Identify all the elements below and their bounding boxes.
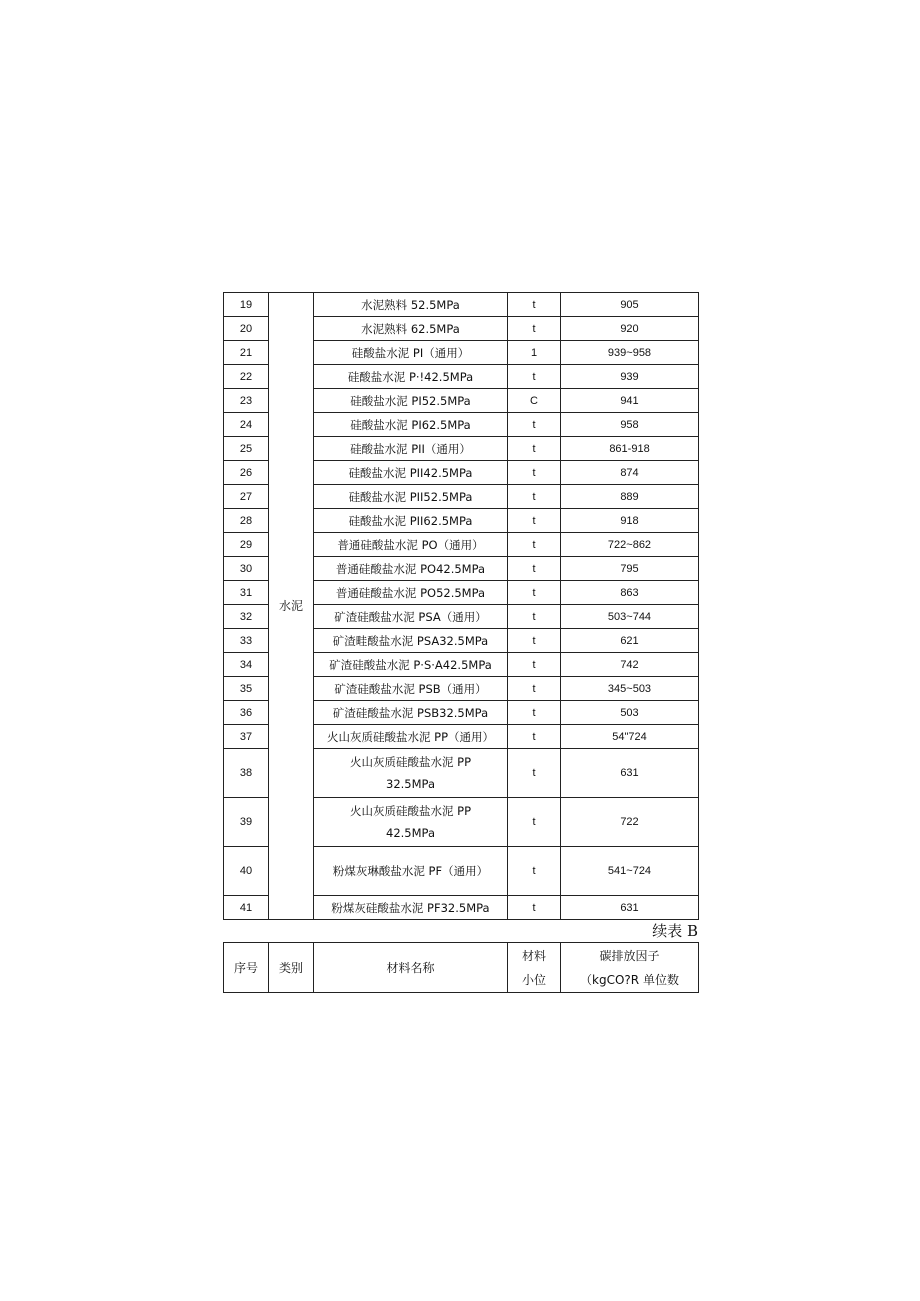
unit-cell: t — [508, 509, 561, 533]
header-unit-line1: 材料 — [521, 948, 546, 963]
material-name-cell: 矿渣硅酸盐水泥 PSB（通用） — [314, 677, 508, 701]
emission-factor-cell: 861-918 — [561, 437, 699, 461]
material-name-cell: 普通硅酸盐水泥 PO52.5MPa — [314, 581, 508, 605]
unit-cell: t — [508, 413, 561, 437]
emission-factor-cell: 742 — [561, 653, 699, 677]
header-table — [223, 942, 699, 993]
unit-cell: t — [508, 701, 561, 725]
emission-factor-cell: 345~503 — [561, 677, 699, 701]
unit-cell: t — [508, 725, 561, 749]
material-name-cell: 矿渣硅酸盐水泥 PSA（通用） — [314, 605, 508, 629]
header-category: 类别 — [269, 943, 314, 993]
emission-factor-cell: 905 — [561, 293, 699, 317]
row-number-cell: 20 — [224, 317, 269, 341]
material-name-cell: 硅酸盐水泥 PI62.5MPa — [314, 413, 508, 437]
header-factor — [561, 943, 699, 993]
row-number-cell: 37 — [224, 725, 269, 749]
material-name-cell: 矿渣硅酸盐水泥 P·S·A42.5MPa — [314, 653, 508, 677]
row-number-cell: 28 — [224, 509, 269, 533]
material-name-cell: 普通硅酸盐水泥 PO（通用） — [314, 533, 508, 557]
material-name-cell: 硅酸盐水泥 P·!42.5MPa — [314, 365, 508, 389]
unit-cell: t — [508, 437, 561, 461]
emission-factor-cell: 874 — [561, 461, 699, 485]
unit-cell: t — [508, 533, 561, 557]
unit-cell: t — [508, 293, 561, 317]
material-name-cell: 硅酸盐水泥 PII62.5MPa — [314, 509, 508, 533]
emission-factor-cell: 503 — [561, 701, 699, 725]
row-number-cell: 22 — [224, 365, 269, 389]
emission-factor-cell: 958 — [561, 413, 699, 437]
material-name-cell: 矿渣硅酸盐水泥 PSB32.5MPa — [314, 701, 508, 725]
row-number-cell: 39 — [224, 798, 269, 847]
header-row — [224, 943, 699, 993]
row-number-cell: 41 — [224, 896, 269, 920]
material-name-cell: 硅酸盐水泥 PI（通用） — [314, 341, 508, 365]
material-name-cell: 火山灰质硅酸盐水泥 PP 42.5MPa — [314, 798, 508, 847]
unit-cell: C — [508, 389, 561, 413]
unit-cell: t — [508, 461, 561, 485]
row-number-cell: 33 — [224, 629, 269, 653]
row-number-cell: 40 — [224, 847, 269, 896]
header-unit-line2: 小位 — [521, 972, 546, 987]
emission-factor-cell: 889 — [561, 485, 699, 509]
material-name-cell: 矿渣畦酸盐水泥 PSA32.5MPa — [314, 629, 508, 653]
unit-cell: t — [508, 365, 561, 389]
header-name: 材料名称 — [314, 943, 508, 993]
unit-cell: t — [508, 847, 561, 896]
unit-cell: t — [508, 677, 561, 701]
emission-factor-cell: 503~744 — [561, 605, 699, 629]
row-number-cell: 26 — [224, 461, 269, 485]
material-name-cell: 水泥熟料 52.5MPa — [314, 293, 508, 317]
row-number-cell: 21 — [224, 341, 269, 365]
material-name-cell: 火山灰质硅酸盐水泥 PP 32.5MPa — [314, 749, 508, 798]
material-name-cell: 硅酸盐水泥 PI52.5MPa — [314, 389, 508, 413]
table-continuation-caption: 续表 B — [652, 922, 698, 940]
row-number-cell: 27 — [224, 485, 269, 509]
emission-factor-cell: 795 — [561, 557, 699, 581]
category-cell: 水泥 — [269, 293, 314, 920]
unit-cell: t — [508, 653, 561, 677]
emission-factor-cell: 621 — [561, 629, 699, 653]
material-name-cell: 硅酸盐水泥 PII（通用） — [314, 437, 508, 461]
unit-cell: t — [508, 605, 561, 629]
emission-factor-cell: 918 — [561, 509, 699, 533]
emission-factor-cell: 631 — [561, 749, 699, 798]
emission-factor-cell: 941 — [561, 389, 699, 413]
material-name-cell: 粉煤灰琳酸盐水泥 PF（通用） — [314, 847, 508, 896]
row-number-cell: 32 — [224, 605, 269, 629]
material-name-cell: 粉煤灰硅酸盐水泥 PF32.5MPa — [314, 896, 508, 920]
unit-cell: t — [508, 798, 561, 847]
emission-factor-cell: 54"724 — [561, 725, 699, 749]
emission-factor-cell: 722~862 — [561, 533, 699, 557]
row-number-cell: 23 — [224, 389, 269, 413]
unit-cell: t — [508, 485, 561, 509]
row-number-cell: 35 — [224, 677, 269, 701]
row-number-cell: 24 — [224, 413, 269, 437]
row-number-cell: 29 — [224, 533, 269, 557]
unit-cell: t — [508, 317, 561, 341]
emission-factor-cell: 631 — [561, 896, 699, 920]
unit-cell: t — [508, 896, 561, 920]
material-name-cell: 火山灰质硅酸盐水泥 PP（通用） — [314, 725, 508, 749]
unit-cell: t — [508, 581, 561, 605]
emission-factor-cell: 722 — [561, 798, 699, 847]
row-number-cell: 25 — [224, 437, 269, 461]
row-number-cell: 31 — [224, 581, 269, 605]
emission-factor-cell: 863 — [561, 581, 699, 605]
unit-cell: 1 — [508, 341, 561, 365]
material-name-cell: 普通硅酸盐水泥 PO42.5MPa — [314, 557, 508, 581]
document-page — [223, 292, 698, 993]
row-number-cell: 34 — [224, 653, 269, 677]
material-name-cell: 水泥熟料 62.5MPa — [314, 317, 508, 341]
emission-factor-cell: 939 — [561, 365, 699, 389]
row-number-cell: 19 — [224, 293, 269, 317]
header-factor-line2: （kgCO?R 单位数 — [580, 972, 679, 987]
header-factor-line1: 碳排放因子 — [599, 948, 660, 963]
emission-factor-cell: 541~724 — [561, 847, 699, 896]
unit-cell: t — [508, 557, 561, 581]
table-row — [224, 293, 699, 317]
header-no: 序号 — [224, 943, 269, 993]
emission-factor-table — [223, 292, 699, 920]
row-number-cell: 36 — [224, 701, 269, 725]
emission-factor-cell: 920 — [561, 317, 699, 341]
unit-cell: t — [508, 749, 561, 798]
row-number-cell: 30 — [224, 557, 269, 581]
header-unit — [508, 943, 561, 993]
material-name-cell: 硅酸盐水泥 PII52.5MPa — [314, 485, 508, 509]
unit-cell: t — [508, 629, 561, 653]
row-number-cell: 38 — [224, 749, 269, 798]
emission-factor-cell: 939~958 — [561, 341, 699, 365]
material-name-cell: 硅酸盐水泥 PII42.5MPa — [314, 461, 508, 485]
table-body — [224, 293, 699, 920]
